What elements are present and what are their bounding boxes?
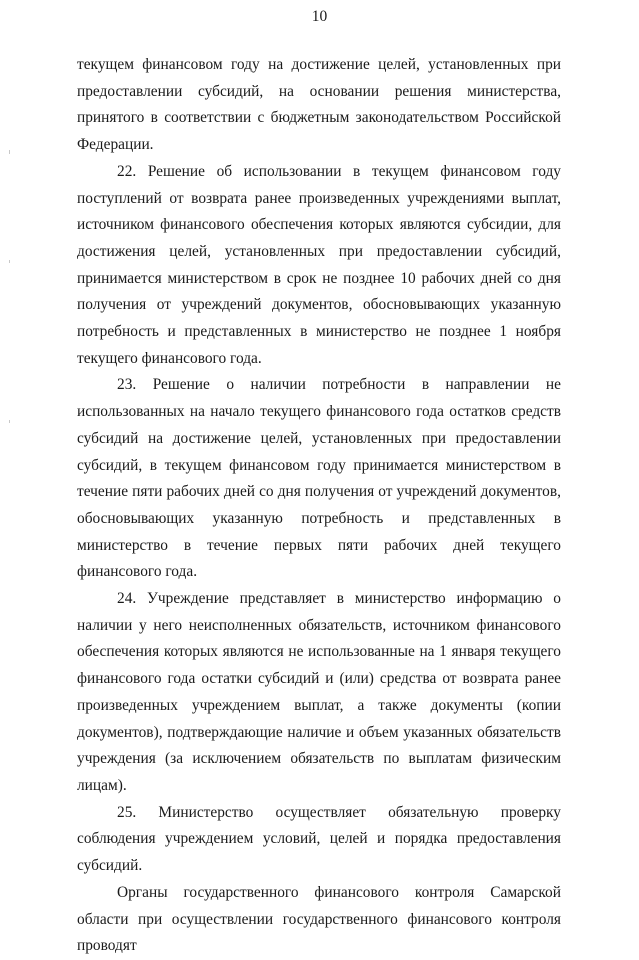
paragraph-25: 25. Министерство осуществляет обязательную проверку соблюдения учреждением условий, целей и порядка предоставления субсидий. [77,803,561,875]
scan-artifact-mark [9,150,10,154]
document-body [77,52,561,960]
paragraph-22: 22. Решение об использовании в текущем финансовом году поступлений от возврата ранее произведенных учреждениями выплат, источником финансового обеспечения которых являются субсидии, для достижения целей, установленных при предоставлении субсидий, принимается министерством в срок не позднее 10 рабочих дней со дня получения от учреждений документов, обосновывающих указанную потребность и представленных в министерство не позднее 1 ноября текущего финансового года. [77,162,561,367]
paragraph-24: 24. Учреждение представляет в министерство информацию о наличии у него неисполненных обязательств, источником финансового обеспечения которых являются не использованные на 1 января текущего финансового года остатки субсидий и (или) средства от возврата ранее произведенных учреждением выплат, а также документы (копии документов), подтверждающие наличие и объем указанных обязательств учреждения (за исключением обязательств по выплатам физическим лицам). [77,590,561,794]
page-number: 10 [311,8,328,25]
paragraph-23: 23. Решение о наличии потребности в направлении не использованных на начало текущего финансового года остатков средств субсидий на достижение целей, установленных при предоставлении субсидий, в текущем финансовом году принимается министерством в течение пяти рабочих дней со дня получения от учреждений документов, обосновывающих указанную потребность и представленных в министерство в течение первых пяти рабочих дней текущего финансового года. [77,376,561,581]
paragraph-control-bodies: Органы государственного финансового контроля Самарской области при осуществлении государственного финансового контроля проводят [77,883,561,955]
scan-artifact-mark [9,260,10,263]
paragraph-continuation: текущем финансовом году на достижение целей, установленных при предоставлении субсидий, на основании решения министерства, принятого в соответствии с бюджетным законодательством Российской Федерации. [77,56,561,154]
scan-artifact-mark [9,420,10,423]
